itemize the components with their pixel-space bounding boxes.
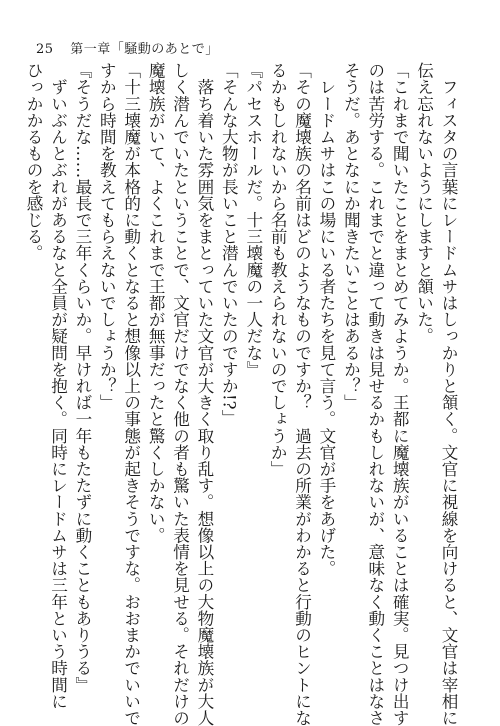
text-line: 「その魔壊族の名前はどのようなものですか？ 過去の所業がわかると行動のヒントにな [292,62,312,726]
running-header [36,38,219,57]
text-line: すから時間を教えてもらえないでしょうか？」 [97,62,117,411]
text-line: 「十三壊魔が本格的に動くとなると想像以上の事態が起きそうですな。おおまかでいいで [121,62,141,726]
text-line: しく潜んでいたということで、文官だけでなく他の者も驚いた表情を見せる。それだけの [170,62,190,726]
text-line: ずいぶんとぶれがあるなと全員が疑問を抱く。同時にレードムサは三年という時間に [48,62,68,710]
chapter-title: 第一章「騒動のあとで」 [70,42,219,57]
text-line: のは苦労する。これまでと違って動きは見せるかもしれないが、意味なく動くことはなさ [365,62,385,726]
body-text [24,62,460,726]
text-line: 伝え忘れないようにしますと頷いた。 [414,62,434,345]
text-line: レードムサはこの場にいる者たちを見て言う。文官が手をあげた。 [316,62,336,577]
text-line: 『そうだな……最長で三年くらいか。早ければ一年もたたずに動くこともありうる』 [72,62,92,693]
text-line: フィスタの言葉にレードムサはしっかりと頷く。文官に視線を向けると、文官は宰相に [439,62,458,726]
text-line: そうだ。あとなにか聞きたいことはあるか？」 [341,62,361,411]
text-line: 「そんな大物が長いこと潜んでいたのですか!?」 [219,62,239,427]
text-line: 魔壊族がいて、よくこれまで王都が無事だったと驚くしかない。 [146,62,166,544]
text-line: ひっかかるものを感じる。 [24,62,44,262]
text-line: 落ち着いた雰囲気をまとっていた文官が大きく取り乱す。想像以上の大物魔壊族が大人 [194,62,214,726]
text-line: 「これまで聞いたことをまとめてみようか。王都に魔壊族がいることは確実。見つけ出す [390,62,410,726]
text-line: るかもしれないから名前も教えられないのでしょうか」 [268,62,288,477]
text-line: 『パセスホールだ。十三壊魔の一人だな』 [243,62,263,378]
page-number: 25 [36,42,54,57]
